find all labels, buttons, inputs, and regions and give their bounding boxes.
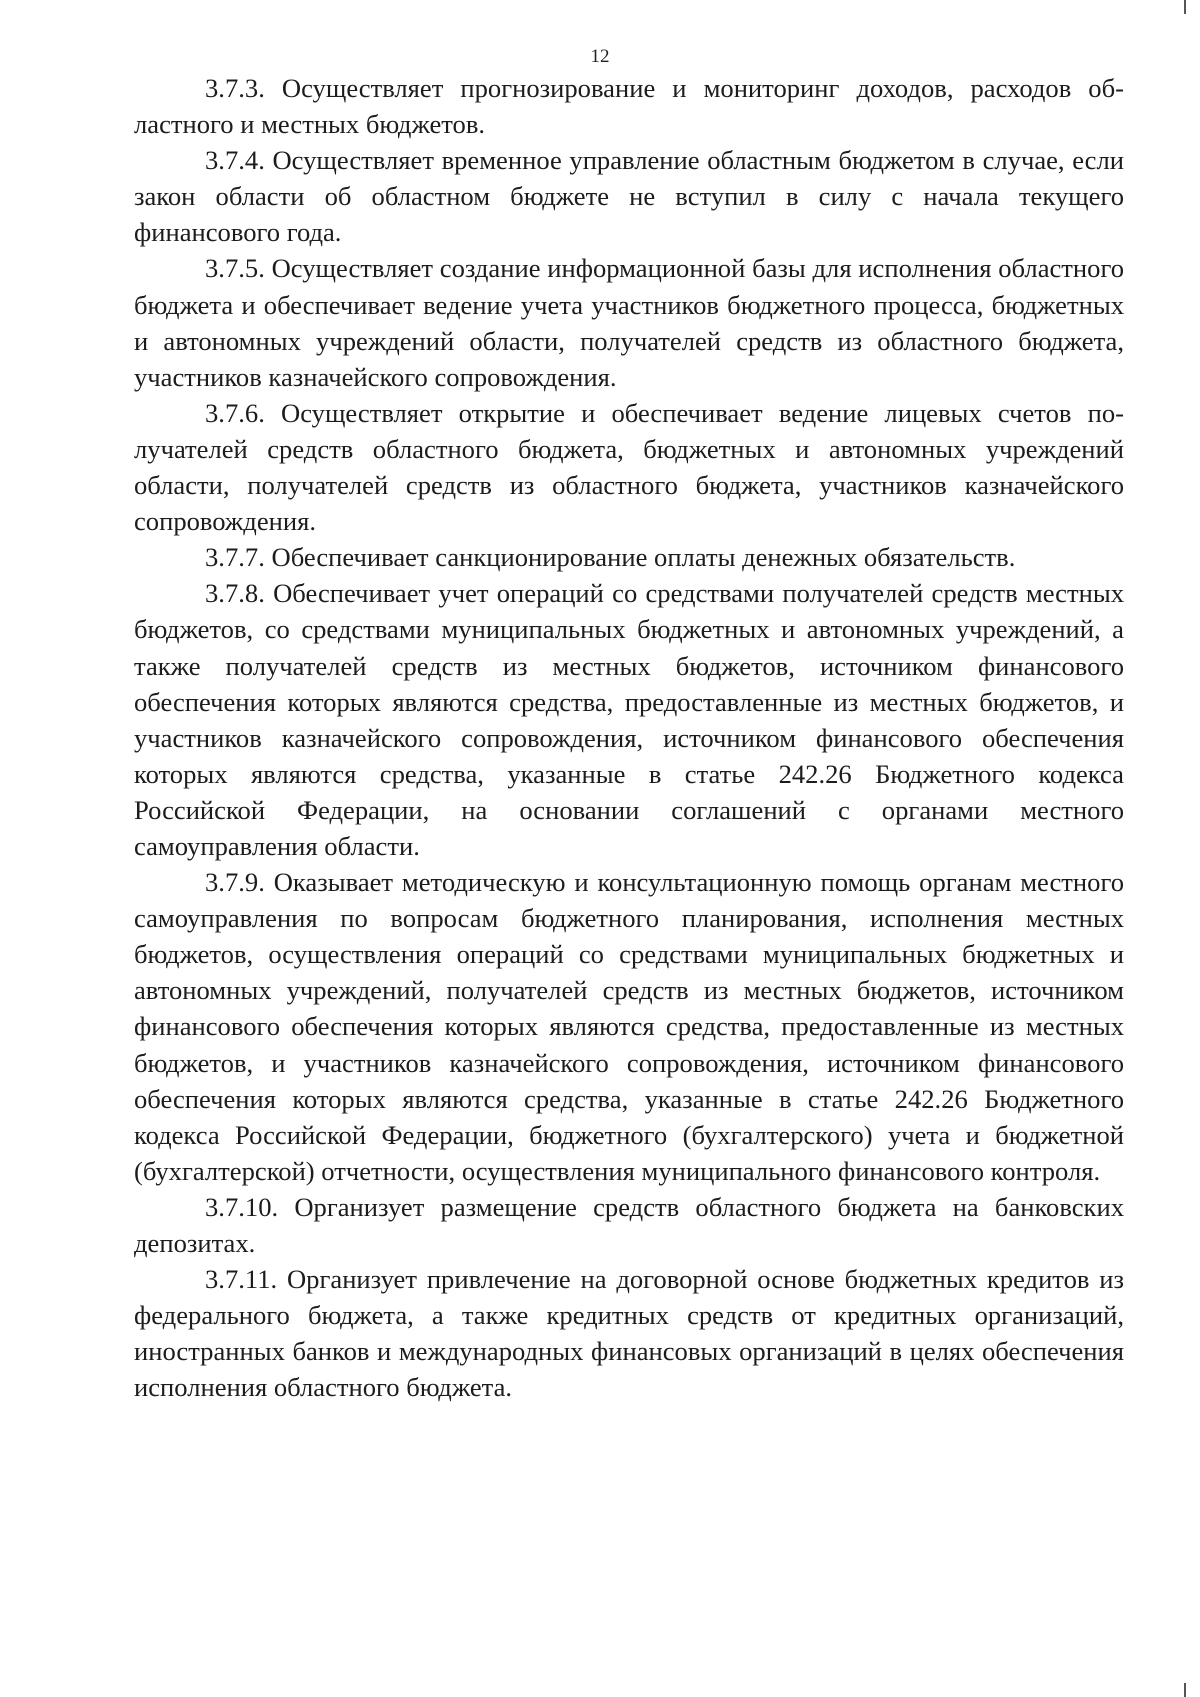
paragraph-3-7-8: 3.7.8. Обеспечивает учет операций со средствами получателей средств местных бюджетов, со средствами муниципальных бюджетных и автономных учреждений, а также получателей средств из местных бюджетов, источником финансового обеспечения которых являются средства, предоставленные из местных бюджетов, и участников казначейского сопровождения, источником финансового обеспечения которых являются средства, указанные в статье 242.26 Бюджетного кодекса Российской Федерации, на основании соглашений с органами местного самоуправления области. <box>134 578 1124 861</box>
scan-edge-mark-bottom <box>1184 1683 1186 1697</box>
paragraph-3-7-10: 3.7.10. Организует размещение средств областного бюджета на банковских депозитах. <box>134 1191 1124 1258</box>
paragraph-3-7-6: 3.7.6. Осуществляет открытие и обеспечивает ведение лицевых счетов получателей средств областного бюджета, бюджетных и автономных учреждений области, получателей средств из областного бюджета, участников казначейского сопровождения. <box>134 397 1124 537</box>
paragraph-3-7-11: 3.7.11. Организует привлечение на договорной основе бюджетных кредитов из федерального бюджета, а также кредитных средств от кредитных организаций, иностранных банков и международных финансовых организаций в целях обеспечения исполнения областного бюджета. <box>134 1264 1124 1403</box>
paragraph-3-7-5: 3.7.5. Осуществляет создание информационной базы для исполнения областного бюджета и обеспечивает ведение учета участников бюджетного процесса, бюджетных и автономных учреждений области, получателей средств из областного бюджета, участников казначейского сопровождения. <box>134 253 1124 392</box>
document-body <box>134 70 1124 1405</box>
paragraph-3-7-4: 3.7.4. Осуществляет временное управление областным бюджетом в случае, если закон области об областном бюджете не вступил в силу с начала текущего финансового года. <box>134 145 1124 248</box>
paragraph-3-7-9: 3.7.9. Оказывает методическую и консультационную помощь органам местного самоуправления по вопросам бюджетного планирования, исполнения местных бюджетов, осуществления операций со средствами муниципальных бюджетных и автономных учреждений, получателей средств из местных бюджетов, источником финансового обеспечения которых являются средства, предоставленные из местных бюджетов, и участников казначейского сопровождения, источником финансового обеспечения которых являются средства, указанные в статье 242.26 Бюджетного кодекса Российской Федерации, бюджетного (бухгалтерского) учета и бюджетной (бухгалтерской) отчетности, осуществления муниципального финансового контроля. <box>134 867 1124 1186</box>
scan-edge-mark-top <box>1184 0 1186 14</box>
page-number: 12 <box>590 46 610 67</box>
paragraph-3-7-3: 3.7.3. Осуществляет прогнозирование и мониторинг доходов, расходов областного и местных бюджетов. <box>134 73 1124 140</box>
paragraph-3-7-7: 3.7.7. Обеспечивает санкционирование оплаты денежных обязательств. <box>205 542 1016 573</box>
